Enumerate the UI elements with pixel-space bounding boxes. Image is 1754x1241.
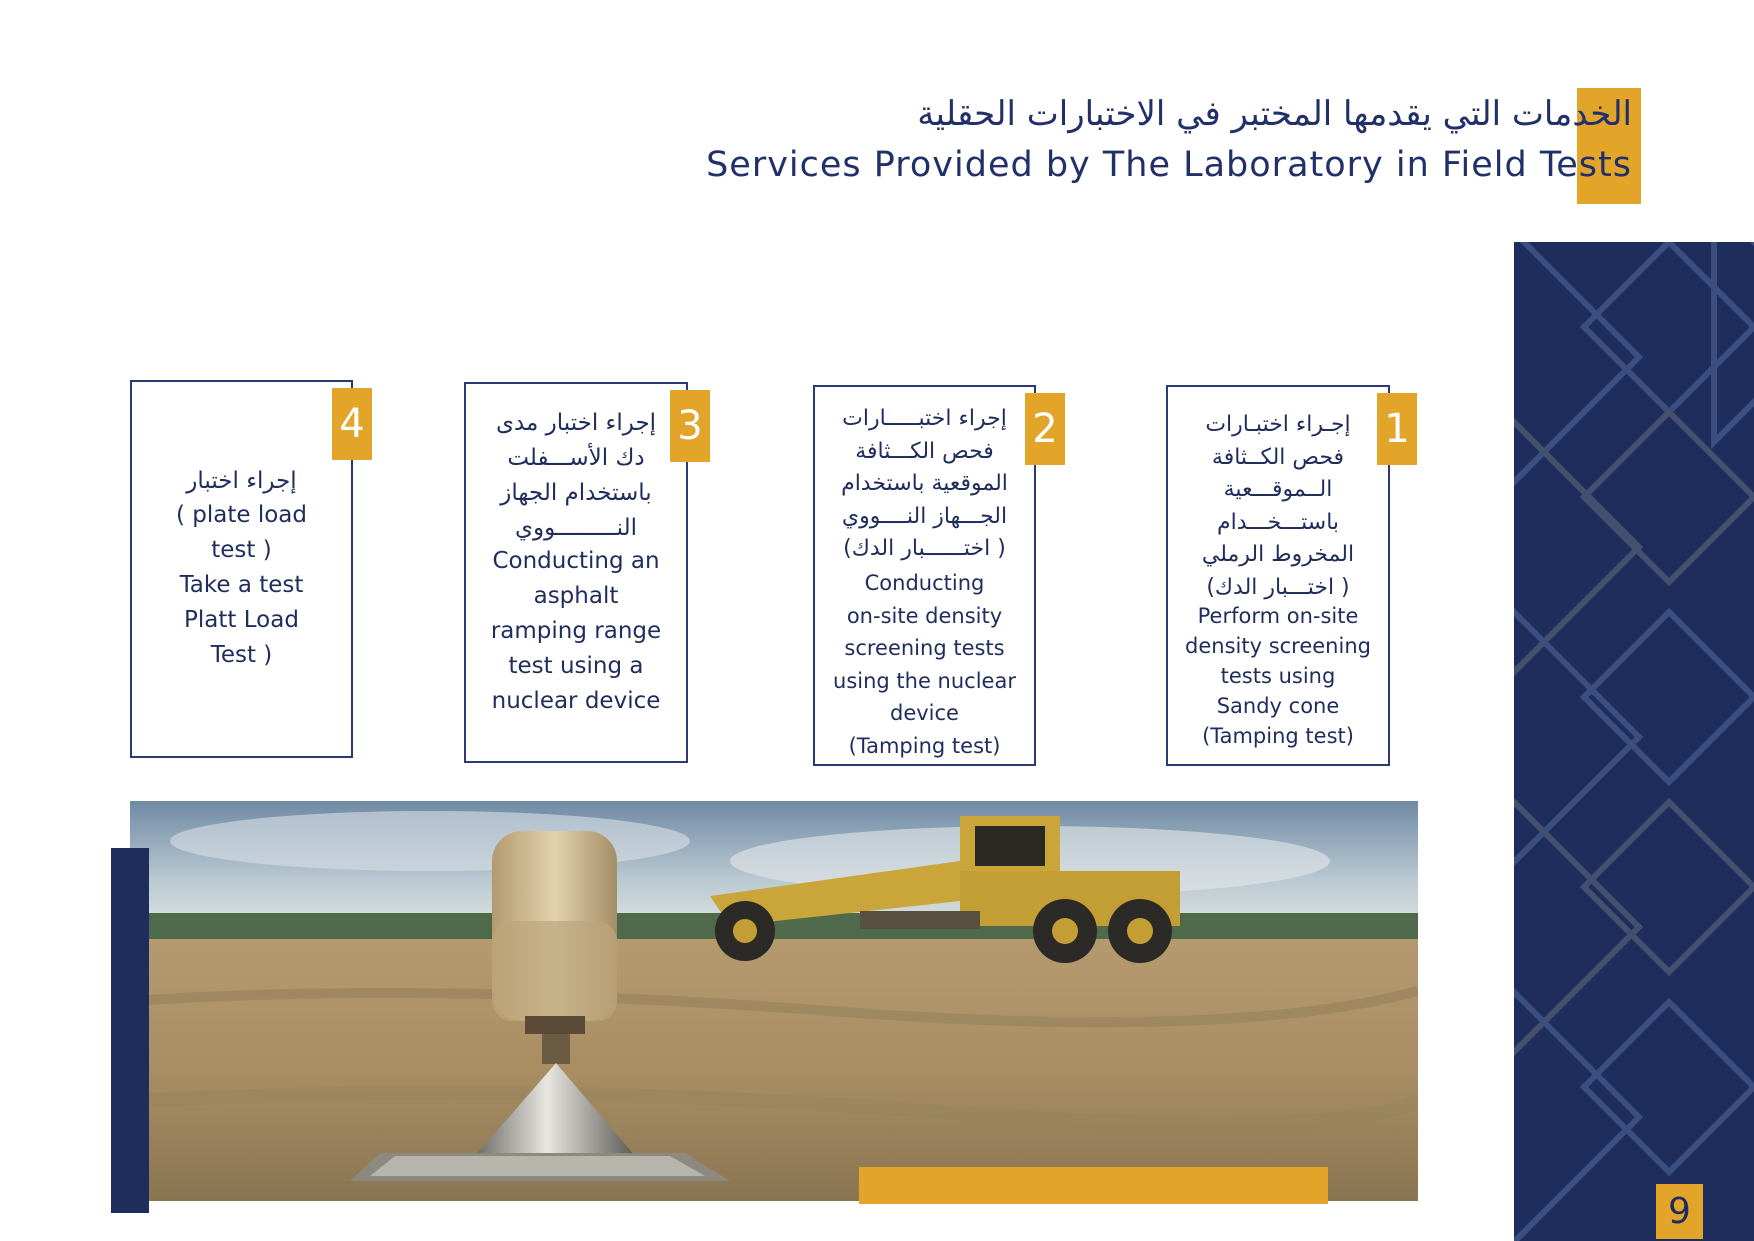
card-number-badge: 3 — [670, 390, 710, 462]
service-card-1 — [1166, 385, 1410, 766]
diamond-pattern-icon — [1514, 242, 1754, 1241]
page-title — [706, 88, 1632, 190]
card-text-english: Conducting an asphalt ramping range test using a nuclear device — [490, 548, 662, 714]
card-text-english: Conducting on-site density screening tests using the nuclear device (Tamping test) — [833, 571, 1016, 758]
page-title-english: Services Provided by The Laboratory in Field Tests — [706, 145, 1632, 185]
card-text-english: Perform on-site density screening tests using Sandy cone (Tamping test) — [1185, 604, 1371, 748]
page-number: 9 — [1656, 1184, 1703, 1239]
card-number-badge: 1 — [1377, 393, 1417, 465]
card-text-arabic: إجـراء اختبـارات فحص الكــثافة الــموقـــعية باستـــخـــدام المخروط الرملي ( اختـــبار الدك) — [1201, 412, 1355, 600]
bottom-accent-bar — [859, 1167, 1328, 1204]
page-title-arabic: الخدمات التي يقدمها المختبر في الاختبارات الحقلية — [917, 94, 1632, 134]
left-accent-bar — [111, 848, 149, 1213]
card-text-english: ( plate load test ) Take a test Platt Load Test ) — [175, 502, 307, 668]
card-number-badge: 4 — [332, 388, 372, 460]
card-text-arabic: إجراء اختبار مدى دك الأســـفلت باستخدام الجهاز النـــــــــووي — [495, 410, 657, 541]
service-card-2 — [813, 385, 1058, 766]
grader-and-sand-cone-icon — [130, 801, 1418, 1201]
field-test-photo — [130, 801, 1418, 1201]
decorative-side-panel — [1514, 242, 1754, 1241]
service-card-4 — [130, 380, 365, 758]
card-number-badge: 2 — [1025, 393, 1065, 465]
service-card-3 — [464, 382, 703, 763]
card-text-arabic: إجراء اختبـــــارات فحص الكـــثافة الموقعية باستخدام الجـــهاز النــــووي ( اختــــــبار الدك) — [841, 406, 1008, 561]
card-text-arabic: إجراء اختبار — [186, 468, 297, 494]
